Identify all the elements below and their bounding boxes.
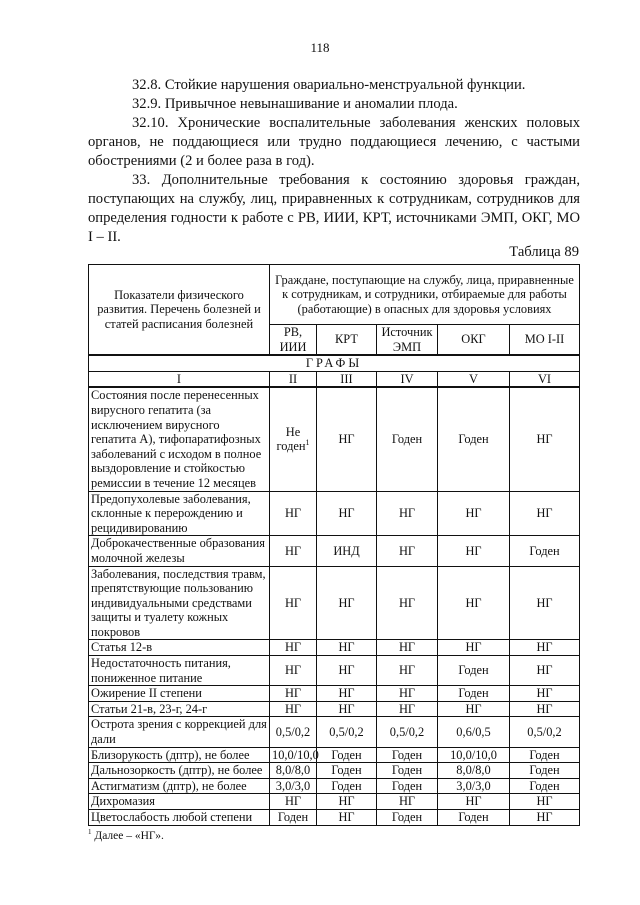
table-cell: [377, 701, 438, 717]
cell-value: НГ: [536, 810, 553, 824]
row-label: Недостаточность питания, пониженное питание: [89, 656, 270, 686]
cell-value: ИНД: [333, 543, 360, 558]
cell-value: Годен: [529, 543, 560, 558]
table-cell: [510, 701, 580, 717]
cell-value: Годен: [391, 763, 423, 778]
table-cell: [317, 747, 377, 763]
table-cell: [270, 566, 317, 640]
cell-value: НГ: [284, 506, 302, 521]
table-89: [88, 264, 580, 826]
table-cell: [377, 810, 438, 826]
table-cell: [438, 701, 510, 717]
paragraph-32-8: 32.8. Стойкие нарушения овариально-менструальной функции.: [132, 77, 526, 93]
cell-value: НГ: [338, 794, 355, 809]
table-cell: [377, 656, 438, 686]
table-cell: [270, 491, 317, 536]
table-cell: [317, 566, 377, 640]
table-cell: [270, 717, 317, 747]
table-cell: [270, 778, 317, 794]
table-cell: [510, 491, 580, 536]
column-header: Источник ЭМП: [377, 325, 438, 356]
cell-value: НГ: [536, 701, 553, 716]
table-cell: [510, 686, 580, 702]
table-cell: [438, 686, 510, 702]
cell-value: НГ: [398, 506, 416, 521]
cell-value: НГ: [284, 686, 302, 701]
table-cell: [377, 686, 438, 702]
graph-number: IV: [377, 371, 438, 387]
table-cell: [270, 536, 317, 566]
table-cell: [438, 640, 510, 656]
cell-value: Годен: [331, 763, 362, 778]
footnote-mark: 1: [88, 828, 92, 837]
row-label: Статьи 21-в, 23-г, 24-г: [89, 701, 270, 717]
table-cell: [317, 778, 377, 794]
cell-value: НГ: [398, 663, 416, 678]
cell-value: Годен: [458, 432, 489, 447]
table-cell: [270, 810, 317, 826]
table-cell: [510, 387, 580, 491]
footnote-text: Далее – «НГ».: [91, 830, 164, 842]
cell-value: НГ: [284, 595, 302, 610]
paragraph-32-9: 32.9. Привычное невынашивание и аномалии плода.: [132, 96, 458, 112]
graph-number: VI: [510, 371, 580, 387]
row-label: Дихромазия: [89, 794, 270, 810]
cell-value: Годен: [277, 810, 309, 824]
row-label: Предопухолевые заболевания, склонные к перерождению и рецидивированию: [89, 491, 270, 536]
cell-value: 0,6/0,5: [456, 724, 491, 739]
table-cell: [377, 794, 438, 810]
footnote: [88, 830, 164, 842]
table-row: [89, 656, 580, 686]
cell-value: НГ: [398, 701, 416, 716]
table-body: [89, 387, 580, 825]
cell-value: НГ: [338, 432, 355, 447]
cell-value: НГ: [536, 506, 553, 521]
table-cell: [270, 794, 317, 810]
row-label: Цветослабость любой степени: [89, 810, 270, 826]
cell-value: НГ: [536, 432, 553, 447]
table-row: [89, 536, 580, 566]
table-row: [89, 701, 580, 717]
cell-value: 10,0/10,0: [450, 747, 497, 762]
column-header: КРТ: [317, 325, 377, 356]
table-cell: [317, 640, 377, 656]
cell-value: НГ: [536, 686, 553, 701]
cell-value: НГ: [338, 640, 355, 655]
cell-value: НГ: [536, 794, 553, 809]
cell-value: НГ: [398, 794, 416, 809]
cell-value: НГ: [338, 686, 355, 701]
table-cell: [317, 656, 377, 686]
table-cell: [438, 566, 510, 640]
table-cell: [317, 686, 377, 702]
table-cell: [510, 810, 580, 826]
cell-value: НГ: [465, 543, 482, 558]
table-row: [89, 763, 580, 779]
cell-value: НГ: [465, 506, 482, 521]
table-cell: [377, 640, 438, 656]
table-cell: [377, 387, 438, 491]
cell-value: 8,0/8,0: [456, 763, 491, 778]
table-row: [89, 747, 580, 763]
table-row: [89, 717, 580, 747]
table-cell: [510, 656, 580, 686]
cell-value: Годен: [529, 747, 560, 762]
table-cell: [510, 640, 580, 656]
cell-value: НГ: [536, 663, 553, 678]
cell-value: 8,0/8,0: [275, 763, 311, 778]
cell-value: Годен: [529, 778, 560, 793]
cell-value: Годен: [331, 778, 362, 793]
row-label: Астигматизм (дптр), не более: [89, 778, 270, 794]
row-label: Ожирение II степени: [89, 686, 270, 702]
table-cell: [377, 536, 438, 566]
table-cell: [510, 566, 580, 640]
graph-number: I: [89, 371, 270, 387]
table-row: [89, 778, 580, 794]
cell-value: НГ: [284, 701, 302, 716]
table-cell: [438, 491, 510, 536]
cell-value: НГ: [284, 640, 302, 655]
table-cell: [438, 656, 510, 686]
paragraph-32-10: 32.10. Хронические воспалительные заболевания женских половых органов, не поддающиеся или трудно поддающиеся лечению, с частыми обострениями (2 и более раза в год).: [88, 115, 580, 169]
cell-value: Годен: [458, 686, 489, 701]
table-cell: [510, 717, 580, 747]
table-cell: [510, 747, 580, 763]
table-cell: [510, 794, 580, 810]
table-cell: [317, 810, 377, 826]
cell-value: 0,5/0,2: [329, 724, 364, 739]
table-cell: [270, 701, 317, 717]
table-cell: [377, 778, 438, 794]
table-cell: [377, 491, 438, 536]
table-cell: [438, 387, 510, 491]
graph-number: II: [270, 371, 317, 387]
table-cell: [438, 778, 510, 794]
cell-value: НГ: [338, 506, 355, 521]
cell-value: НГ: [338, 810, 355, 824]
graphs-label: ГРАФЫ: [89, 355, 580, 371]
cell-value: 0,5/0,2: [527, 724, 562, 739]
cell-value: Годен: [331, 747, 362, 762]
table-cell: [438, 536, 510, 566]
table-cell: [438, 717, 510, 747]
cell-value: НГ: [465, 701, 482, 716]
table-row: [89, 794, 580, 810]
table-cell: [317, 717, 377, 747]
row-label: Доброкачественные образования молочной железы: [89, 536, 270, 566]
table-cell: [377, 747, 438, 763]
cell-value: Годен: [458, 663, 489, 678]
cell-value: 0,5/0,2: [275, 724, 311, 739]
table-row: [89, 491, 580, 536]
table-cell: [270, 763, 317, 779]
page-number: 118: [310, 40, 330, 55]
cell-value: 10,0/10,0: [272, 747, 319, 762]
cell-value: НГ: [398, 640, 416, 655]
roman-numeral-row: [89, 371, 580, 387]
row-label: Состояния после перенесенных вирусного гепатита (за исключением вирусного гепатита А), тифопаратифозных заболеваний с исходом в полное выздоровление и стойкостью ремиссии в течение 12 месяцев: [89, 387, 270, 491]
footnote-reference: 1: [305, 438, 310, 448]
cell-value: НГ: [338, 663, 355, 678]
cell-value: НГ: [284, 543, 302, 558]
cell-value: Годен: [529, 763, 560, 778]
table-cell: [270, 686, 317, 702]
cell-value: НГ: [338, 595, 355, 610]
table-cell: [438, 794, 510, 810]
cell-value: Годен: [391, 810, 423, 824]
table-cell: [270, 640, 317, 656]
cell-value: НГ: [465, 595, 482, 610]
table-cell: [270, 387, 317, 491]
cell-value: НГ: [284, 663, 302, 678]
cell-value: Годен: [458, 810, 489, 824]
table-row: [89, 566, 580, 640]
cell-value: 0,5/0,2: [389, 724, 425, 739]
table-cell: [438, 747, 510, 763]
cell-value: 3,0/3,0: [456, 778, 491, 793]
graph-number: III: [317, 371, 377, 387]
cell-value: НГ: [536, 640, 553, 655]
cell-value: НГ: [398, 595, 416, 610]
row-label: Заболевания, последствия травм, препятствующие пользованию индивидуальными средствами защиты и туалету кожных покровов: [89, 566, 270, 640]
column-header: ОКГ: [438, 325, 510, 356]
table-cell: [317, 701, 377, 717]
graph-number: V: [438, 371, 510, 387]
table-row: [89, 387, 580, 491]
table-cell: [510, 763, 580, 779]
table-cell: [377, 717, 438, 747]
cell-value: Годен: [391, 432, 423, 447]
paragraph-33: 33. Дополнительные требования к состоянию здоровья граждан, поступающих на службу, лиц, приравненных к сотрудникам, сотрудников для определения годности к работе с РВ, ИИИ, КРТ, источниками ЭМП, ОКГ, МО I – II.: [88, 172, 580, 245]
header-indicators: Показатели физического развития. Перечень болезней и статей расписания болезней: [89, 265, 270, 356]
cell-value: Годен: [391, 747, 423, 762]
row-label: Острота зрения с коррекцией для дали: [89, 717, 270, 747]
column-header: РВ, ИИИ: [270, 325, 317, 356]
table-cell: [377, 566, 438, 640]
table-row: [89, 640, 580, 656]
row-label: Близорукость (дптр), не более: [89, 747, 270, 763]
table-cell: [438, 810, 510, 826]
table-cell: [317, 794, 377, 810]
table-cell: [317, 387, 377, 491]
row-label: Дальнозоркость (дптр), не более: [89, 763, 270, 779]
table-cell: [510, 536, 580, 566]
column-header: МО I-II: [510, 325, 580, 356]
cell-value: НГ: [465, 640, 482, 655]
cell-value: 3,0/3,0: [275, 778, 311, 793]
table-cell: [317, 491, 377, 536]
footnote-divider: [88, 825, 212, 826]
table-row: [89, 686, 580, 702]
cell-value: НГ: [398, 686, 416, 701]
row-label: Статья 12-в: [89, 640, 270, 656]
table-cell: [438, 763, 510, 779]
cell-value: Годен: [391, 778, 423, 793]
table-cell: [270, 747, 317, 763]
table-row: [89, 810, 580, 826]
cell-value: НГ: [398, 543, 416, 558]
cell-value: Не годен: [276, 424, 306, 454]
cell-value: НГ: [465, 794, 482, 809]
table-caption: Таблица 89: [509, 244, 579, 260]
table-cell: [317, 763, 377, 779]
table-cell: [510, 778, 580, 794]
cell-value: НГ: [338, 701, 355, 716]
table-cell: [377, 763, 438, 779]
table-cell: [270, 656, 317, 686]
cell-value: НГ: [536, 595, 553, 610]
header-group: Граждане, поступающие на службу, лица, приравненные к сотрудникам, и сотрудники, отбираемые для работы (работающие) в опасных для здоровья условиях: [270, 265, 580, 325]
table-cell: [317, 536, 377, 566]
cell-value: НГ: [284, 794, 302, 809]
